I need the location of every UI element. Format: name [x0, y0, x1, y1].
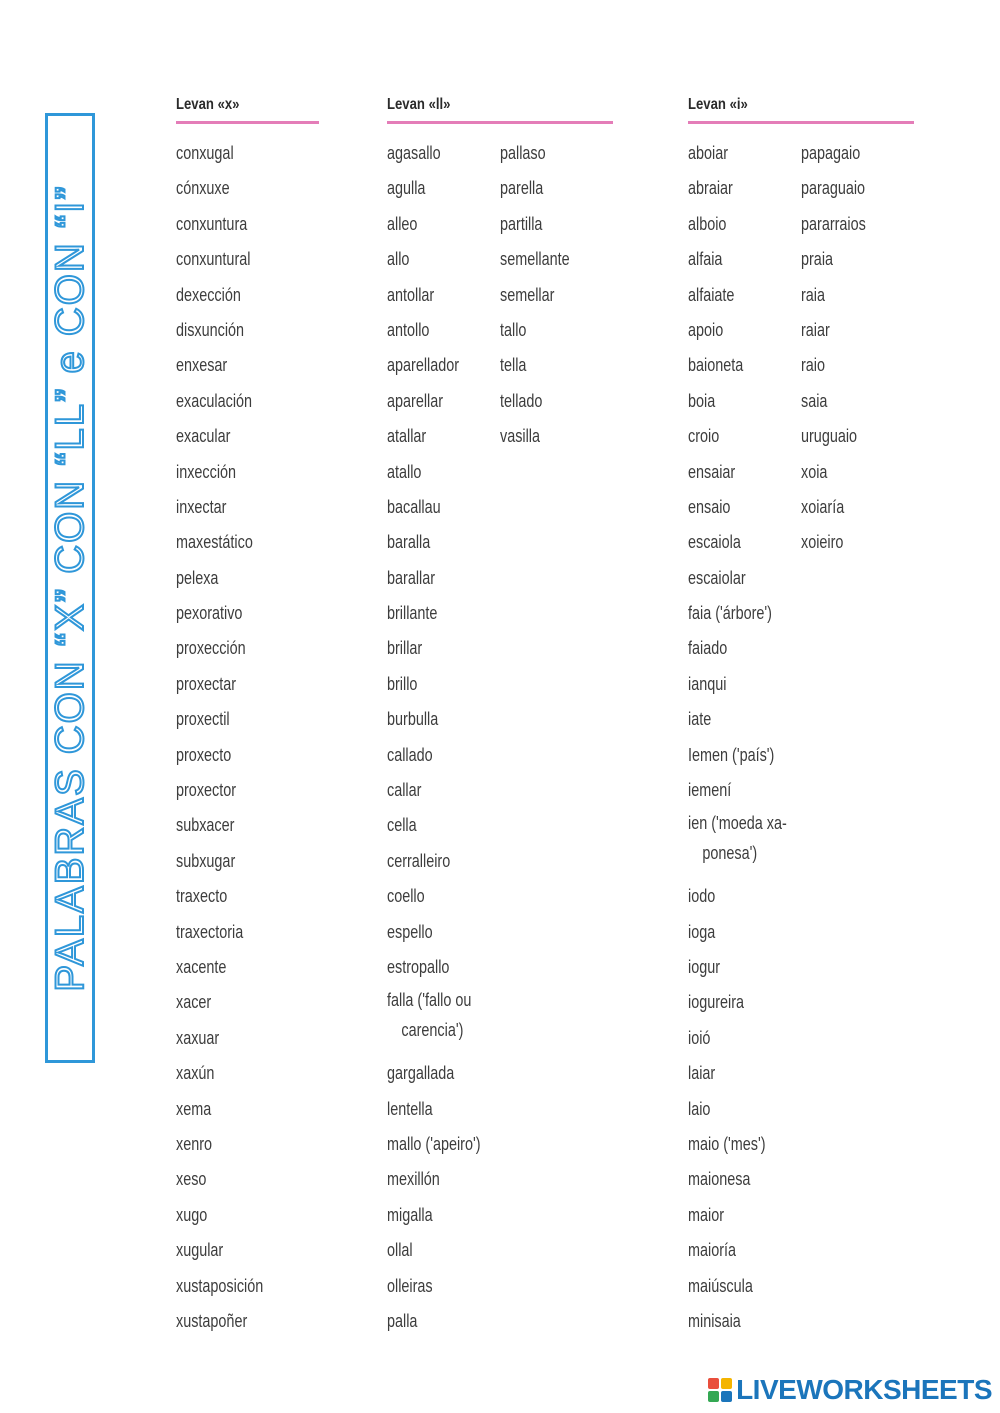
- word-item: raio: [801, 355, 826, 376]
- word-item-multiline: [387, 985, 481, 1056]
- liveworksheets-logo: [708, 1373, 992, 1407]
- word-item: semellar: [500, 284, 555, 305]
- word-item: agulla: [387, 178, 426, 199]
- word-item: xustapoñer: [176, 1310, 248, 1331]
- column-header-ll-rule: [387, 121, 613, 124]
- word-item: inxección: [176, 461, 237, 482]
- column-header-i-label: Levan «i»: [688, 96, 748, 113]
- word-item: brillante: [387, 603, 438, 624]
- word-item: brillo: [387, 673, 418, 694]
- word-item: allo: [387, 249, 410, 270]
- word-item: abraiar: [688, 178, 733, 199]
- word-item: barallar: [387, 567, 436, 588]
- word-item: conxuntura: [176, 213, 248, 234]
- word-item: maiúscula: [688, 1275, 753, 1296]
- word-item: iogur: [688, 957, 721, 977]
- word-item: subxacer: [176, 815, 235, 836]
- word-item: xacente: [176, 956, 227, 977]
- word-item: iogureira: [688, 992, 745, 1013]
- word-item: faia ('árbore'): [688, 603, 772, 624]
- word-item: maio ('mes'): [688, 1133, 766, 1154]
- word-item: callado: [387, 744, 433, 765]
- word-item: dexección: [176, 284, 241, 305]
- word-item: ioió: [688, 1027, 711, 1048]
- word-item: maionesa: [688, 1169, 751, 1190]
- column-header-x-rule: [176, 121, 319, 124]
- word-item: parella: [500, 178, 544, 199]
- word-item: brillar: [387, 638, 423, 659]
- word-item: xustaposición: [176, 1275, 264, 1296]
- word-item: baralla: [387, 532, 431, 553]
- word-item: pararraios: [801, 213, 866, 234]
- word-item: bacallau: [387, 496, 441, 517]
- word-item: estropallo: [387, 956, 450, 977]
- word-list-ll-a: [387, 136, 504, 1339]
- word-item: exacular: [176, 426, 231, 447]
- logo-brand-text: LIVEWORKSHEETS: [736, 1374, 992, 1405]
- word-item: tallo: [500, 319, 527, 340]
- logo-mark-icon: [708, 1378, 732, 1402]
- word-item: alfaia: [688, 249, 723, 270]
- word-item: burbulla: [387, 709, 439, 730]
- word-item: apoio: [688, 319, 724, 340]
- word-item: faiado: [688, 638, 728, 659]
- word-item: laiar: [688, 1063, 716, 1084]
- word-item: partilla: [500, 213, 543, 234]
- column-header-x: [176, 93, 319, 124]
- word-item: semellante: [500, 249, 570, 270]
- word-item: cerralleiro: [387, 850, 451, 871]
- word-item: proxectil: [176, 709, 230, 730]
- column-header-i-rule: [688, 121, 914, 124]
- word-item: migalla: [387, 1204, 433, 1225]
- side-title-box: [45, 113, 95, 1063]
- word-item: vasilla: [500, 426, 541, 447]
- column-header-i: [688, 93, 914, 124]
- word-item: lentella: [387, 1098, 433, 1119]
- word-item: ianqui: [688, 673, 727, 694]
- word-item: exaculación: [176, 390, 253, 411]
- word-item: cella: [387, 815, 417, 836]
- word-item: coello: [387, 886, 425, 907]
- word-list-x: [176, 136, 285, 1339]
- word-item: xoia: [801, 461, 828, 482]
- word-item: tella: [500, 355, 527, 376]
- word-item: iodo: [688, 886, 716, 907]
- word-item: iate: [688, 709, 712, 730]
- word-item: pelexa: [176, 567, 219, 588]
- word-item: ioga: [688, 921, 716, 942]
- word-item: xenro: [176, 1133, 213, 1154]
- word-item: atallar: [387, 426, 427, 447]
- word-item: saia: [801, 390, 828, 411]
- word-item: xaxún: [176, 1063, 215, 1084]
- word-item-line: ien ('moeda xa-: [688, 813, 787, 834]
- word-item: laio: [688, 1098, 711, 1119]
- word-item: antollo: [387, 319, 430, 340]
- word-item: palla: [387, 1310, 418, 1331]
- word-item: escaiola: [688, 532, 741, 553]
- word-item: xoiaría: [801, 496, 845, 517]
- column-header-ll-label: Levan «ll»: [387, 96, 451, 113]
- word-item: uruguaio: [801, 426, 858, 447]
- word-item: raiar: [801, 319, 830, 340]
- word-item: ensaio: [688, 496, 731, 517]
- word-item: maioría: [688, 1240, 737, 1261]
- word-item: agasallo: [387, 143, 441, 163]
- word-list-ll-b: [500, 136, 587, 455]
- word-item: mexillón: [387, 1169, 440, 1190]
- word-item: baioneta: [688, 355, 744, 376]
- word-item: conxugal: [176, 143, 234, 163]
- word-list-i-a: [688, 136, 812, 1339]
- word-item: xoieiro: [801, 532, 844, 553]
- word-item: aboiar: [688, 143, 729, 163]
- word-item: praia: [801, 249, 834, 270]
- word-item: inxectar: [176, 496, 227, 517]
- word-item: maxestático: [176, 532, 253, 553]
- word-item: disxunción: [176, 319, 245, 340]
- word-item: tellado: [500, 390, 543, 411]
- word-item: papagaio: [801, 143, 861, 163]
- word-item: callar: [387, 780, 422, 801]
- word-list-i-b: [801, 136, 882, 561]
- word-item: xaxuar: [176, 1027, 220, 1048]
- word-item: proxector: [176, 780, 237, 801]
- word-item: pallaso: [500, 143, 546, 163]
- word-item: raia: [801, 284, 826, 305]
- word-item: Iemen ('país'): [688, 744, 775, 765]
- word-item: atallo: [387, 461, 422, 482]
- word-item: aparellador: [387, 355, 460, 376]
- word-item: traxecto: [176, 886, 228, 907]
- word-item: alfaiate: [688, 284, 735, 305]
- word-item: mallo ('apeiro'): [387, 1133, 481, 1154]
- word-item: paraguaio: [801, 178, 866, 199]
- word-item: proxección: [176, 638, 246, 659]
- column-header-ll: [387, 93, 613, 124]
- word-item-line: carencia'): [401, 1020, 464, 1041]
- word-item: antollar: [387, 284, 435, 305]
- word-item: ensaiar: [688, 461, 736, 482]
- word-item: iemení: [688, 780, 732, 801]
- word-item-line: falla ('fallo ou: [387, 990, 472, 1011]
- side-title: PALABRAS CON “X” CON “LL” e CON “I”: [48, 184, 92, 992]
- word-item: pexorativo: [176, 603, 243, 624]
- word-item: olleiras: [387, 1275, 433, 1296]
- word-item: enxesar: [176, 355, 228, 376]
- word-item: cónxuxe: [176, 178, 230, 199]
- word-item: alleo: [387, 213, 418, 234]
- word-item: maior: [688, 1204, 725, 1225]
- word-item: conxuntural: [176, 249, 251, 270]
- word-item: xema: [176, 1098, 212, 1119]
- word-item: boia: [688, 390, 716, 411]
- word-item: ollal: [387, 1240, 413, 1261]
- word-item: proxecto: [176, 744, 232, 765]
- word-item: minisaia: [688, 1310, 741, 1331]
- word-item-multiline: [688, 808, 787, 879]
- word-item: traxectoria: [176, 921, 244, 942]
- word-item-line: ponesa'): [702, 843, 758, 864]
- word-item: xacer: [176, 992, 212, 1013]
- word-item: aparellar: [387, 390, 444, 411]
- word-item: xugo: [176, 1204, 208, 1225]
- word-item: gargallada: [387, 1063, 455, 1084]
- word-item: escaiolar: [688, 567, 746, 588]
- word-item: alboio: [688, 213, 727, 234]
- column-header-x-label: Levan «x»: [176, 96, 240, 113]
- word-item: proxectar: [176, 673, 237, 694]
- word-item: xeso: [176, 1169, 207, 1190]
- word-item: subxugar: [176, 850, 236, 871]
- word-item: xugular: [176, 1240, 224, 1261]
- word-item: croio: [688, 426, 720, 447]
- word-item: espello: [387, 921, 433, 942]
